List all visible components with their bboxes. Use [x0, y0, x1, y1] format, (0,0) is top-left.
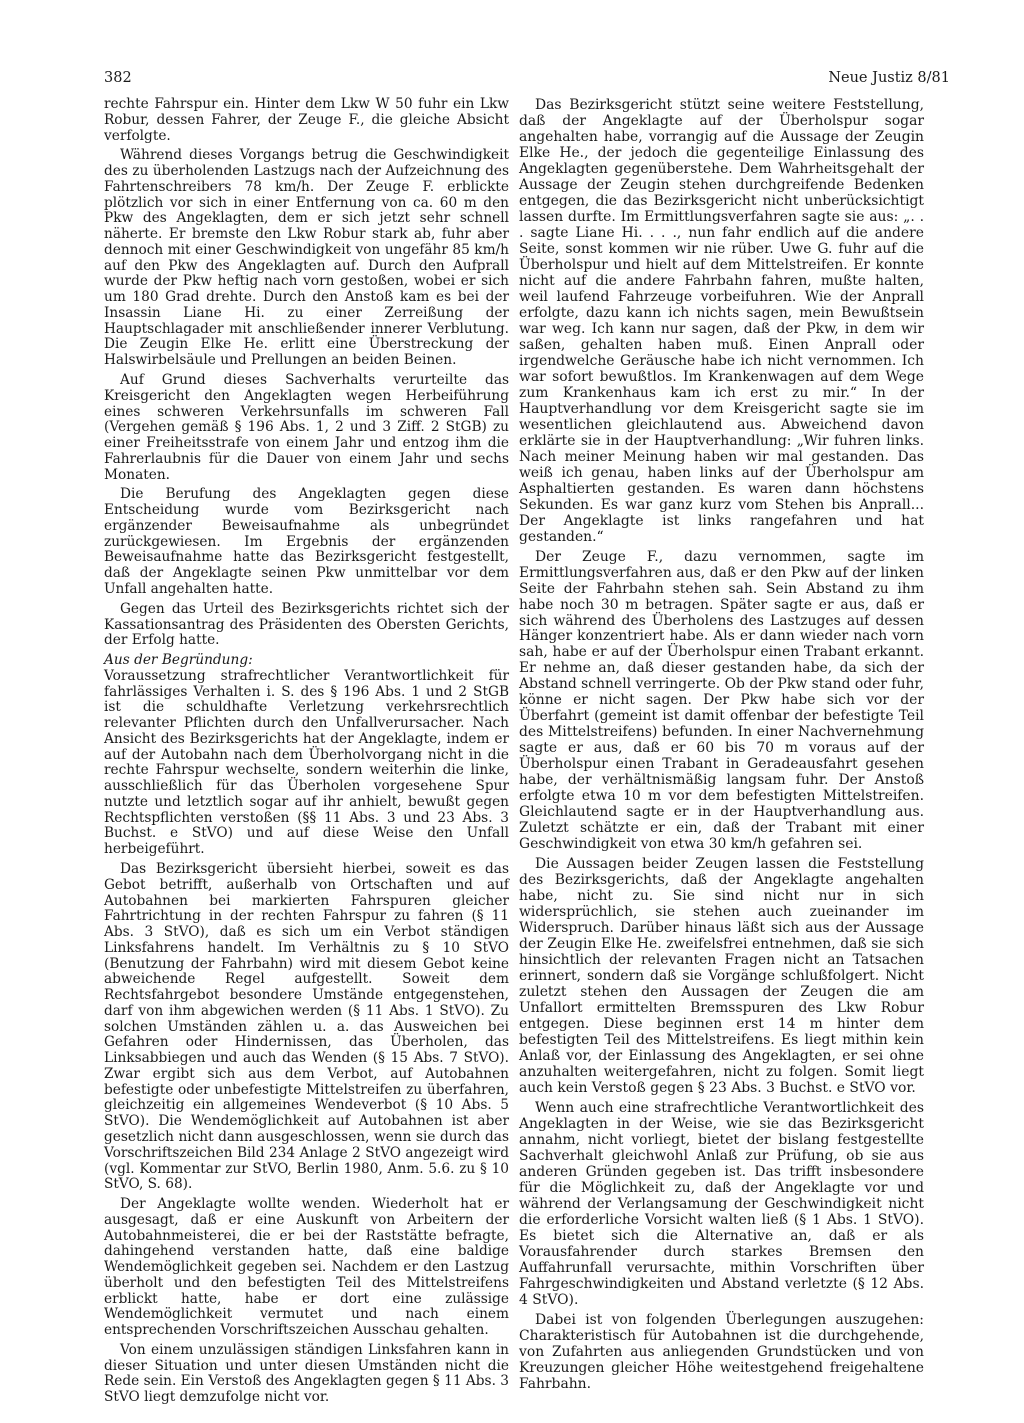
paragraph: Von einem unzulässigen ständigen Linksfahren kann in dieser Situation und unter diesen Umständen nicht die Rede sein. Ein Verstoß des Angeklagten gegen § 11 Abs. 3 StVO liegt demzufolge nicht vor.: [104, 1341, 509, 1406]
right-column: [519, 97, 924, 1396]
paragraph: Die Aussagen beider Zeugen lassen die Feststellung des Bezirksgerichts, daß der Angeklagte angehalten habe, nicht zu. Sie sind nicht nur in sich widersprüchlich, sie stehen auch zueinander im Widerspruch. Darüber hinaus läßt sich aus der Aussage der Zeugin Elke He. zweifelsfrei entnehmen, daß sie sich hinsichtlich der relevanten Fragen nicht an Tatsachen erinnert, sondern daß sie Vorgänge schlußfolgert. Nicht zuletzt stehen den Aussagen der Zeugen die am Unfallort ermittelten Bremsspuren des Lkw Robur entgegen. Diese beginnen erst 14 m hinter dem befestigten Teil des Mittelstreifens. Es liegt mithin kein Anlaß vor, der Einlassung des Angeklagten, er sei ohne anzuhalten weitergefahren, nicht zu folgen. Somit liegt auch kein Verstoß gegen § 23 Abs. 3 Buchst. e StVO vor.: [519, 856, 924, 1097]
paragraph: Der Angeklagte wollte wenden. Wiederholt hat er ausgesagt, daß er eine Auskunft von Arbeitern der Autobahnmeisterei, die er bei der Raststätte befragte, dahingehend verstanden hatte, daß eine baldige Wendemöglichkeit gegeben sei. Nachdem er den Lastzug überholt und den befestigten Teil des Mittelstreifens erblickt hatte, habe er dort eine zulässige Wendemöglichkeit vermutet und nach einem entsprechenden Vorschriftszeichen Ausschau gehalten.: [104, 1196, 509, 1339]
paragraph: Wenn auch eine strafrechtliche Verantwortlichkeit des Angeklagten in der Weise, wie sie das Bezirksgericht annahm, nicht vorliegt, bietet der bislang festgestellte Sachverhalt gleichwohl Anlaß zur Prüfung, ob sie aus anderen Gründen gegeben ist. Das trifft insbesondere für die Möglichkeit zu, daß der Angeklagte vor und während der Verlangsamung der Geschwindigkeit nicht die erforderliche Vorsicht walten ließ (§ 1 Abs. 1 StVO). Es bietet sich die Alternative an, daß er als Vorausfahrender durch starkes Bremsen den Auffahrunfall verursachte, mithin Vorschriften über Fahrgeschwindigkeiten und Abstand verletzte (§ 12 Abs. 4 StVO).: [519, 1100, 924, 1308]
paragraph: Während dieses Vorgangs betrug die Geschwindigkeit des zu überholenden Lastzugs nach der Aufzeichnung des Fahrtenschreibers 78 km/h. Der Zeuge F. erblickte plötzlich vor sich in einer Entfernung von ca. 60 m den Pkw des Angeklagten, dem er sich jetzt sehr schnell näherte. Er bremste den Lkw Robur stark ab, fuhr aber dennoch mit einer Geschwindigkeit von ungefähr 85 km/h auf den Pkw des Angeklagten auf. Durch den Aufprall wurde der Pkw heftig nach vorn gestoßen, wobei er sich um 180 Grad drehte. Durch den Anstoß kam es bei der Insassin Liane Hi. zu einer Zerreißung der Hauptschlagader mit anschließender innerer Verblutung. Die Zeugin Elke He. erlitt eine Überstreckung der Halswirbelsäule und Prellungen an beiden Beinen.: [104, 147, 509, 369]
section-heading: Aus der Begründung:: [104, 652, 253, 669]
paragraph: rechte Fahrspur ein. Hinter dem Lkw W 50 fuhr ein Lkw Robur, dessen Fahrer, der Zeuge F., die gleiche Absicht verfolgte.: [104, 96, 509, 144]
paragraph: Voraussetzung strafrechtlicher Verantwortlichkeit für fahrlässiges Verhalten i. S. des § 196 Abs. 1 und 2 StGB ist die schuldhafte Verletzung verkehrsrechtlich relevanter Pflichten durch den Unfallverursacher. Nach Ansicht des Bezirksgerichts hat der Angeklagte, indem er auf der Autobahn nach dem Überholvorgang nicht in die rechte Fahrspur wechselte, sondern weiterhin die linke, ausschließlich für das Überholen vorgesehene Spur nutzte und letztlich sogar auf ihr anhielt, bewußt gegen Rechtspflichten verstoßen (§§ 11 Abs. 3 und 23 Abs. 3 Buchst. e StVO) und auf diese Weise den Unfall herbeigeführt.: [104, 667, 509, 858]
paragraph: Die Berufung des Angeklagten gegen diese Entscheidung wurde vom Bezirksgericht nach ergänzender Beweisaufnahme als unbegründet zurückgewiesen. Im Ergebnis der ergänzenden Beweisaufnahme hatte das Bezirksgericht festgestellt, daß der Angeklagte seinen Pkw unmittelbar vor dem Unfall angehalten hatte.: [104, 486, 509, 597]
paragraph: Auf Grund dieses Sachverhalts verurteilte das Kreisgericht den Angeklagten wegen Herbeiführung eines schweren Verkehrsunfalls im schweren Fall (Vergehen gemäß § 196 Abs. 1, 2 und 3 Ziff. 2 StGB) zu einer Freiheitsstrafe von einem Jahr und entzog ihm die Fahrerlaubnis für die Dauer von einem Jahr und sechs Monaten.: [104, 372, 509, 483]
journal-issue: Neue Justiz 8/81: [828, 70, 950, 86]
left-column: [104, 97, 509, 1410]
paragraph: Gegen das Urteil des Bezirksgerichts richtet sich der Kassationsantrag des Präsidenten des Obersten Gerichts, der Erfolg hatte.: [104, 600, 509, 649]
paragraph: Das Bezirksgericht stützt seine weitere Feststellung, daß der Angeklagte auf der Überholspur sogar angehalten habe, vorrangig auf die Aussage der Zeugin Elke He., der jedoch die gegenteilige Einlassung des Angeklagten gegenüberstehe. Dem Wahrheitsgehalt der Aussage der Zeugin stehen durchgreifende Bedenken entgegen, die das Bezirksgericht nicht unberücksichtigt lassen durfte. Im Ermittlungsverfahren sagte sie aus: „. . . sagte Liane Hi. . . ., nun fahr endlich auf die andere Seite, sonst kommen wir nie rüber. Uwe G. fuhr auf die Überholspur und hielt auf dem Mittelstreifen. Er konnte nicht auf die andere Fahrbahn fahren, mußte halten, weil laufend Fahrzeuge vorbeifuhren. Wie der Anprall erfolgte, dazu kann ich nichts sagen, mein Bewußtsein war weg. Ich kann nur sagen, daß der Pkw, in dem wir saßen, gehalten haben muß. Einen Anprall oder irgendwelche Geräusche habe ich nicht vernommen. Ich war sofort bewußtlos. Im Krankenwagen auf dem Wege zum Krankenhaus kam ich erst zu mir.“ In der Hauptverhandlung vor dem Kreisgericht sagte sie im wesentlichen gleichlautend aus. Abweichend davon erklärte sie in der Hauptverhandlung: „Wir fuhren links. Nach meiner Meinung haben wir mal gestanden. Das weiß ich genau, haben links auf der Überholspur am Asphaltierten gestanden. Es waren dann höchstens Sekunden. Es war ganz kurz vom Stehen bis Anprall... Der Angeklagte ist links rangefahren und hat gestanden.“: [519, 97, 924, 545]
page-number: 382: [104, 70, 132, 86]
paragraph: Das Bezirksgericht übersieht hierbei, soweit es das Gebot betrifft, außerhalb von Ortschaften und auf Autobahnen bei markierten Fahrspuren gleicher Fahrtrichtung in der rechten Fahrspur zu fahren (§ 11 Abs. 3 StVO), daß es sich um ein Verbot ständigen Linksfahrens handelt. Im Verhältnis zu § 10 StVO (Benutzung der Fahrbahn) wird mit diesem Gebot keine abweichende Regel aufgestellt. Soweit dem Rechtsfahrgebot besondere Umstände entgegenstehen, darf von ihm abgewichen werden (§ 11 Abs. 1 StVO). Zu solchen Umständen zählen u. a. das Ausweichen bei Gefahren oder Hindernissen, das Überholen, das Linksabbiegen und auch das Wenden (§ 15 Abs. 7 StVO). Zwar ergibt sich aus dem Verbot, auf Autobahnen befestigte oder unbefestigte Mittelstreifen zu überfahren, gleichzeitig ein allgemeines Wendeverbot (§ 10 Abs. 5 StVO). Die Wendemöglichkeit auf Autobahnen ist aber gesetzlich nicht dann ausgeschlossen, wenn sie durch das Vorschriftszeichen Bild 234 Anlage 2 StVO angezeigt wird (vgl. Kommentar zur StVO, Berlin 1980, Anm. 5.6. zu § 10 StVO, S. 68).: [104, 860, 509, 1193]
paragraph: Der Zeuge F., dazu vernommen, sagte im Ermittlungsverfahren aus, daß er den Pkw auf der linken Seite der Fahrbahn stehen sah. Sein Abstand zu ihm habe noch 30 m betragen. Später sagte er aus, daß er sich während des Überholens des Lastzuges auf dessen Hänger konzentriert habe. Als er dann wieder nach vorn sah, habe er auf der Überholspur einen Trabant erkannt. Er nehme an, daß dieser gestanden habe, da sich der Abstand schnell verringerte. Ob der Pkw stand oder fuhr, könne er nicht sagen. Der Pkw habe sich vor der Überfahrt (gemeint ist damit offenbar der befestigte Teil des Mittelstreifens) befunden. In einer Nachvernehmung sagte er aus, daß er 60 bis 70 m voraus auf der Überholspur einen Trabant in Geradeausfahrt gesehen habe, der verhältnismäßig langsam fuhr. Der Anstoß erfolgte etwa 10 m vor dem befestigten Mittelstreifen. Gleichlautend sagte er in der Hauptverhandlung aus. Zuletzt schätzte er ein, daß der Trabant mit einer Geschwindigkeit von etwa 30 km/h gefahren sei.: [519, 548, 924, 853]
page-header: [104, 68, 950, 88]
paragraph: Dabei ist von folgenden Überlegungen auszugehen: Charakteristisch für Autobahnen ist die durchgehende, von Zufahrten aus anliegenden Grundstücken und von Kreuzungen gleicher Höhe weitestgehend freigehaltene Fahrbahn.: [519, 1311, 924, 1392]
